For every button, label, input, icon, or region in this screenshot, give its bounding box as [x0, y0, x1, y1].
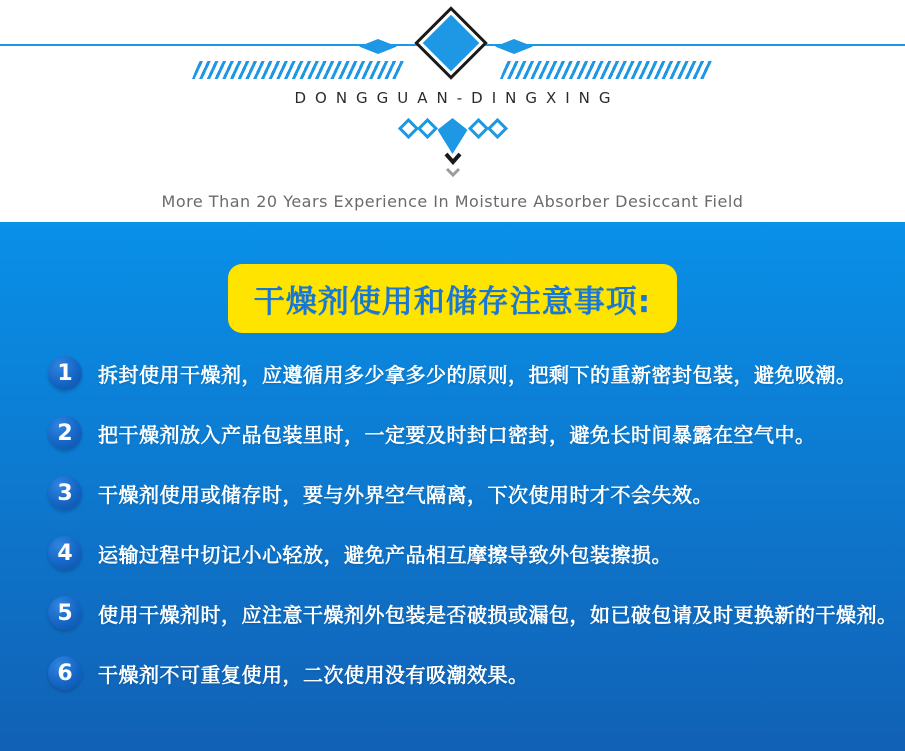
list-item-text: 把干燥剂放入产品包装里时，一定要及时封口密封，避免长时间暴露在空气中。: [98, 422, 816, 447]
list-item: [48, 476, 888, 510]
number-badge: 2: [48, 416, 82, 450]
notice-title-box: [228, 264, 677, 333]
number-badge: 6: [48, 656, 82, 690]
outline-diamond-icon: [397, 118, 418, 139]
number-badge: 1: [48, 356, 82, 390]
chevron-group: [0, 152, 905, 178]
list-item-text: 运输过程中切记小心轻放，避免产品相互摩擦导致外包装擦损。: [98, 542, 672, 567]
diamond-logo-icon: [414, 6, 488, 80]
filled-diamond-icon: [438, 118, 468, 154]
list-item-text: 拆封使用干燥剂，应遵循用多少拿多少的原则，把剩下的重新密封包装，避免吸潮。: [98, 362, 857, 387]
outline-diamond-icon: [467, 118, 488, 139]
diamond-logo-inner: [423, 15, 480, 72]
flat-diamond-left-icon: [359, 39, 397, 54]
list-item: [48, 356, 888, 390]
brand-header: [0, 0, 905, 222]
list-item: [48, 536, 888, 570]
list-item-text: 干燥剂不可重复使用，二次使用没有吸潮效果。: [98, 662, 529, 687]
outline-diamond-icon: [416, 118, 437, 139]
list-item: [48, 656, 888, 690]
number-badge: 4: [48, 536, 82, 570]
list-item: [48, 596, 898, 630]
notice-list: [48, 356, 898, 690]
chevron-down-icon: [442, 152, 464, 165]
brand-name: DONGGUAN-DINGXING: [294, 89, 620, 107]
list-item: [48, 416, 888, 450]
outline-diamond-icon: [486, 118, 507, 139]
notice-title: 干燥剂使用和储存注意事项:: [253, 284, 652, 320]
list-item-text: 干燥剂使用或储存时，要与外界空气隔离，下次使用时才不会失效。: [98, 482, 713, 507]
list-item-text: 使用干燥剂时，应注意干燥剂外包装是否破损或漏包，如已破包请及时更换新的干燥剂。: [98, 602, 898, 627]
hatch-stripes-right-icon: [500, 61, 713, 79]
flat-diamond-right-icon: [495, 39, 533, 54]
number-badge: 3: [48, 476, 82, 510]
notice-section: [0, 222, 905, 751]
number-badge: 5: [48, 596, 82, 630]
experience-tagline: More Than 20 Years Experience In Moisture Absorber Desiccant Field: [161, 192, 744, 211]
hatch-stripes-left-icon: [192, 61, 405, 79]
chevron-down-icon: [444, 167, 462, 178]
diamond-divider-icon: [0, 118, 905, 154]
